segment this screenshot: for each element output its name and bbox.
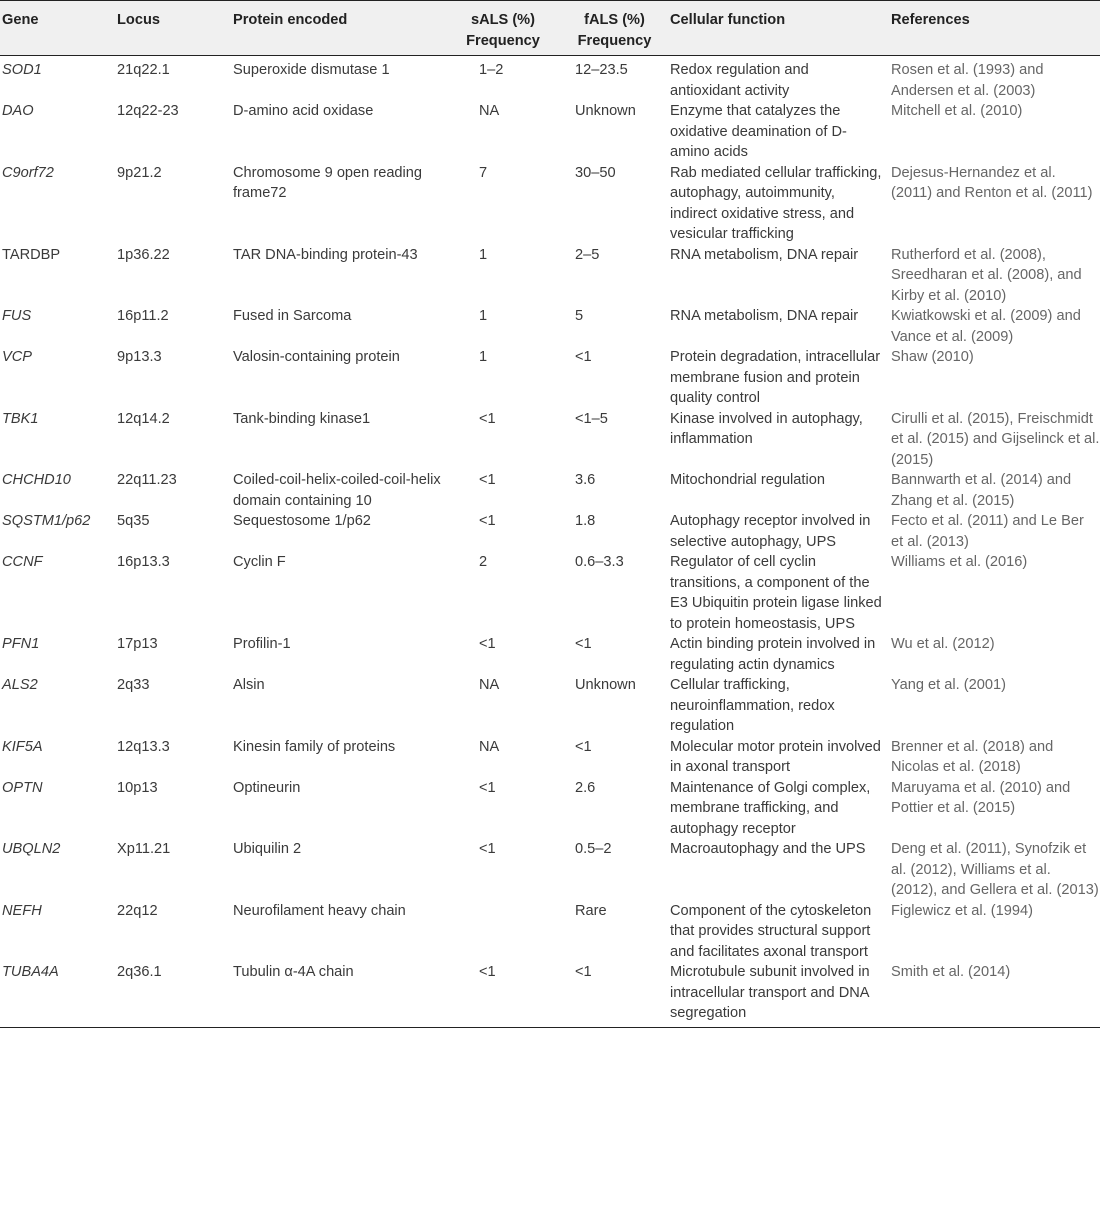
cell-references: Bannwarth et al. (2014) and Zhang et al. (2015) xyxy=(891,472,1072,509)
header-locus: Locus xyxy=(117,1,233,56)
cell-cellular-function: RNA metabolism, DNA repair xyxy=(670,246,859,263)
cell-cellular-function: Autophagy receptor involved in selective autophagy, UPS xyxy=(670,513,871,550)
table-body xyxy=(0,56,1100,1028)
cell-locus: 10p13 xyxy=(117,779,158,796)
cell-locus: 12q14.2 xyxy=(117,410,170,427)
table-row xyxy=(0,552,1100,634)
cell-references: Williams et al. (2016) xyxy=(891,554,1028,570)
cell-references: Figlewicz et al. (1994) xyxy=(891,902,1033,919)
cell-cellular-function: Maintenance of Golgi complex, membrane trafficking, and autophagy receptor xyxy=(670,779,871,837)
cell-gene: VCP xyxy=(2,349,33,365)
cell-locus: 16p11.2 xyxy=(117,308,169,324)
cell-protein: Tubulin α-4A chain xyxy=(233,962,447,1027)
table-row xyxy=(0,778,1100,840)
header-function: Cellular function xyxy=(670,1,891,56)
cell-gene: CCNF xyxy=(2,554,43,570)
table-row xyxy=(0,511,1100,552)
table-row xyxy=(0,634,1100,675)
cell-protein: Chromosome 9 open reading frame72 xyxy=(233,164,423,201)
cell-references: Yang et al. (2001) xyxy=(891,677,1006,693)
cell-sals-frequency: 1 xyxy=(479,308,488,324)
cell-sals-frequency: 1 xyxy=(479,246,488,263)
cell-cellular-function: Enzyme that catalyzes the oxidative deamination of D-amino acids xyxy=(670,103,847,160)
cell-fals-frequency: 1.8 xyxy=(575,513,596,529)
header-sals-line1: sALS (%) xyxy=(470,12,536,28)
cell-protein: Sequestosome 1/p62 xyxy=(233,513,371,529)
cell-fals-frequency: <1 xyxy=(559,962,670,1027)
cell-gene: NEFH xyxy=(2,902,42,919)
cell-cellular-function: Actin binding protein involved in regulating actin dynamics xyxy=(670,636,876,673)
header-protein: Protein encoded xyxy=(233,1,447,56)
table-header xyxy=(0,1,1100,56)
cell-gene: ALS2 xyxy=(2,677,38,693)
cell-gene: UBQLN2 xyxy=(2,841,61,857)
cell-references: Brenner et al. (2018) and Nicolas et al. (2018) xyxy=(891,738,1054,775)
header-gene: Gene xyxy=(0,1,117,56)
cell-sals-frequency: 7 xyxy=(479,164,488,181)
cell-gene: FUS xyxy=(2,308,32,324)
cell-locus: 12q22-23 xyxy=(117,103,179,119)
cell-sals-frequency: <1 xyxy=(479,410,496,427)
header-fals xyxy=(559,1,670,56)
cell-locus: 22q11.23 xyxy=(117,472,177,488)
cell-sals-frequency: <1 xyxy=(479,513,496,529)
cell-sals-frequency: 2 xyxy=(479,554,488,570)
cell-protein: Kinesin family of proteins xyxy=(233,738,396,755)
cell-references: Deng et al. (2011), Synofzik et al. (2012), Williams et al. (2012), and Gellera et al. (2013) xyxy=(891,841,1099,898)
cell-fals-frequency: 2.6 xyxy=(575,779,596,796)
cell-gene: OPTN xyxy=(2,779,43,796)
cell-locus: 17p13 xyxy=(117,636,158,652)
cell-cellular-function: Redox regulation and antioxidant activity xyxy=(670,62,809,99)
cell-locus: 9p13.3 xyxy=(117,349,162,365)
cell-references: Mitchell et al. (2010) xyxy=(891,103,1023,119)
cell-sals-frequency: <1 xyxy=(479,779,496,796)
cell-protein: Superoxide dismutase 1 xyxy=(233,62,390,78)
cell-references: Shaw (2010) xyxy=(891,349,974,365)
cell-fals-frequency: 3.6 xyxy=(575,472,596,488)
header-fals-line2: Frequency xyxy=(577,32,652,49)
cell-sals-frequency: NA xyxy=(479,103,500,119)
cell-fals-frequency: <1 xyxy=(575,738,592,755)
cell-gene: CHCHD10 xyxy=(2,472,71,488)
cell-sals-frequency xyxy=(447,901,559,963)
cell-sals-frequency: NA xyxy=(479,738,500,755)
header-references: References xyxy=(891,1,1100,56)
cell-locus: 12q13.3 xyxy=(117,738,170,755)
cell-locus: 22q12 xyxy=(117,902,158,919)
cell-references: Maruyama et al. (2010) and Pottier et al. (2015) xyxy=(891,779,1071,816)
cell-gene: SOD1 xyxy=(2,62,42,78)
cell-sals-frequency: <1 xyxy=(479,472,496,488)
header-row xyxy=(0,1,1100,56)
cell-fals-frequency: Unknown xyxy=(575,677,636,693)
cell-gene: DAO xyxy=(2,103,34,119)
cell-fals-frequency: <1–5 xyxy=(575,410,608,427)
cell-protein: D-amino acid oxidase xyxy=(233,103,374,119)
table-row xyxy=(0,839,1100,901)
cell-sals-frequency: <1 xyxy=(479,636,496,652)
cell-sals-frequency: <1 xyxy=(447,962,559,1027)
cell-fals-frequency: 12–23.5 xyxy=(575,62,628,78)
cell-locus: 2q36.1 xyxy=(117,962,233,1027)
cell-gene: TBK1 xyxy=(2,410,39,427)
table-row xyxy=(0,245,1100,307)
cell-locus: 5q35 xyxy=(117,513,150,529)
cell-locus: 16p13.3 xyxy=(117,554,170,570)
cell-cellular-function: Regulator of cell cyclin transitions, a component of the E3 Ubiquitin protein ligase linked to protein homeostasis, UPS xyxy=(670,554,882,632)
table-row xyxy=(0,737,1100,778)
cell-locus: 9p21.2 xyxy=(117,164,162,181)
cell-protein: Optineurin xyxy=(233,779,301,796)
cell-sals-frequency: 1 xyxy=(479,349,488,365)
cell-protein: Tank-binding kinase1 xyxy=(233,410,371,427)
cell-references: Smith et al. (2014) xyxy=(891,962,1100,1027)
cell-gene: TARDBP xyxy=(2,246,61,263)
cell-fals-frequency: 0.6–3.3 xyxy=(575,554,624,570)
cell-fals-frequency: Unknown xyxy=(575,103,636,119)
cell-fals-frequency: 2–5 xyxy=(575,246,600,263)
cell-locus: 21q22.1 xyxy=(117,62,170,78)
cell-sals-frequency: NA xyxy=(479,677,500,693)
cell-sals-frequency: 1–2 xyxy=(479,62,504,78)
cell-fals-frequency: <1 xyxy=(575,636,592,652)
cell-cellular-function: Component of the cytoskeleton that provides structural support and facilitates axonal transport xyxy=(670,902,872,960)
cell-references: Cirulli et al. (2015), Freischmidt et al. (2015) and Gijselinck et al. (2015) xyxy=(891,410,1100,468)
cell-cellular-function: Macroautophagy and the UPS xyxy=(670,841,866,857)
cell-locus: 1p36.22 xyxy=(117,246,170,263)
cell-cellular-function: Kinase involved in autophagy, inflammation xyxy=(670,410,863,447)
cell-gene: SQSTM1/p62 xyxy=(2,513,91,529)
cell-cellular-function: Protein degradation, intracellular membrane fusion and protein quality control xyxy=(670,349,881,406)
table-row xyxy=(0,470,1100,511)
cell-cellular-function: Microtubule subunit involved in intracellular transport and DNA segregation xyxy=(670,962,891,1027)
table-row xyxy=(0,409,1100,471)
table-row xyxy=(0,306,1100,347)
cell-references: Rosen et al. (1993) and Andersen et al. (2003) xyxy=(891,62,1044,99)
cell-locus: Xp11.21 xyxy=(117,841,171,857)
cell-gene: C9orf72 xyxy=(2,164,54,181)
cell-references: Dejesus-Hernandez et al. (2011) and Renton et al. (2011) xyxy=(891,164,1093,201)
cell-fals-frequency: <1 xyxy=(575,349,592,365)
table-row xyxy=(0,101,1100,163)
cell-references: Kwiatkowski et al. (2009) and Vance et al. (2009) xyxy=(891,308,1081,345)
cell-protein: Alsin xyxy=(233,677,265,693)
cell-protein: Ubiquilin 2 xyxy=(233,841,302,857)
table-row xyxy=(0,675,1100,737)
cell-references: Rutherford et al. (2008), Sreedharan et al. (2008), and Kirby et al. (2010) xyxy=(891,246,1082,304)
cell-cellular-function: Rab mediated cellular trafficking, autophagy, autoimmunity, indirect oxidative stress, and vesicular trafficking xyxy=(670,164,882,242)
cell-fals-frequency: 5 xyxy=(575,308,584,324)
cell-cellular-function: RNA metabolism, DNA repair xyxy=(670,308,859,324)
cell-references: Wu et al. (2012) xyxy=(891,636,995,652)
cell-protein: Cyclin F xyxy=(233,554,286,570)
cell-gene: TUBA4A xyxy=(0,962,117,1027)
cell-protein: Profilin-1 xyxy=(233,636,291,652)
cell-protein: Fused in Sarcoma xyxy=(233,308,352,324)
cell-gene: PFN1 xyxy=(2,636,40,652)
table-row xyxy=(0,56,1100,102)
header-sals xyxy=(447,1,559,56)
header-fals-line1: fALS (%) xyxy=(584,12,645,28)
cell-gene: KIF5A xyxy=(2,738,43,755)
table-row xyxy=(0,901,1100,963)
cell-fals-frequency: 0.5–2 xyxy=(575,841,612,857)
cell-locus: 2q33 xyxy=(117,677,150,693)
cell-protein: TAR DNA-binding protein-43 xyxy=(233,246,418,263)
cell-cellular-function: Mitochondrial regulation xyxy=(670,472,825,488)
cell-references: Fecto et al. (2011) and Le Ber et al. (2013) xyxy=(891,513,1084,550)
table-row xyxy=(0,347,1100,409)
cell-cellular-function: Molecular motor protein involved in axonal transport xyxy=(670,738,881,775)
cell-sals-frequency: <1 xyxy=(479,841,496,857)
cell-cellular-function: Cellular trafficking, neuroinflammation, redox regulation xyxy=(670,677,835,734)
cell-protein: Neurofilament heavy chain xyxy=(233,902,406,919)
header-sals-line2: Frequency xyxy=(466,32,540,49)
table-row xyxy=(0,962,1100,1027)
cell-fals-frequency: Rare xyxy=(575,902,607,919)
cell-protein: Valosin-containing protein xyxy=(233,349,400,365)
cell-fals-frequency: 30–50 xyxy=(575,164,616,181)
table-row xyxy=(0,163,1100,245)
cell-protein: Coiled-coil-helix-coiled-coil-helix domain containing 10 xyxy=(233,472,441,509)
